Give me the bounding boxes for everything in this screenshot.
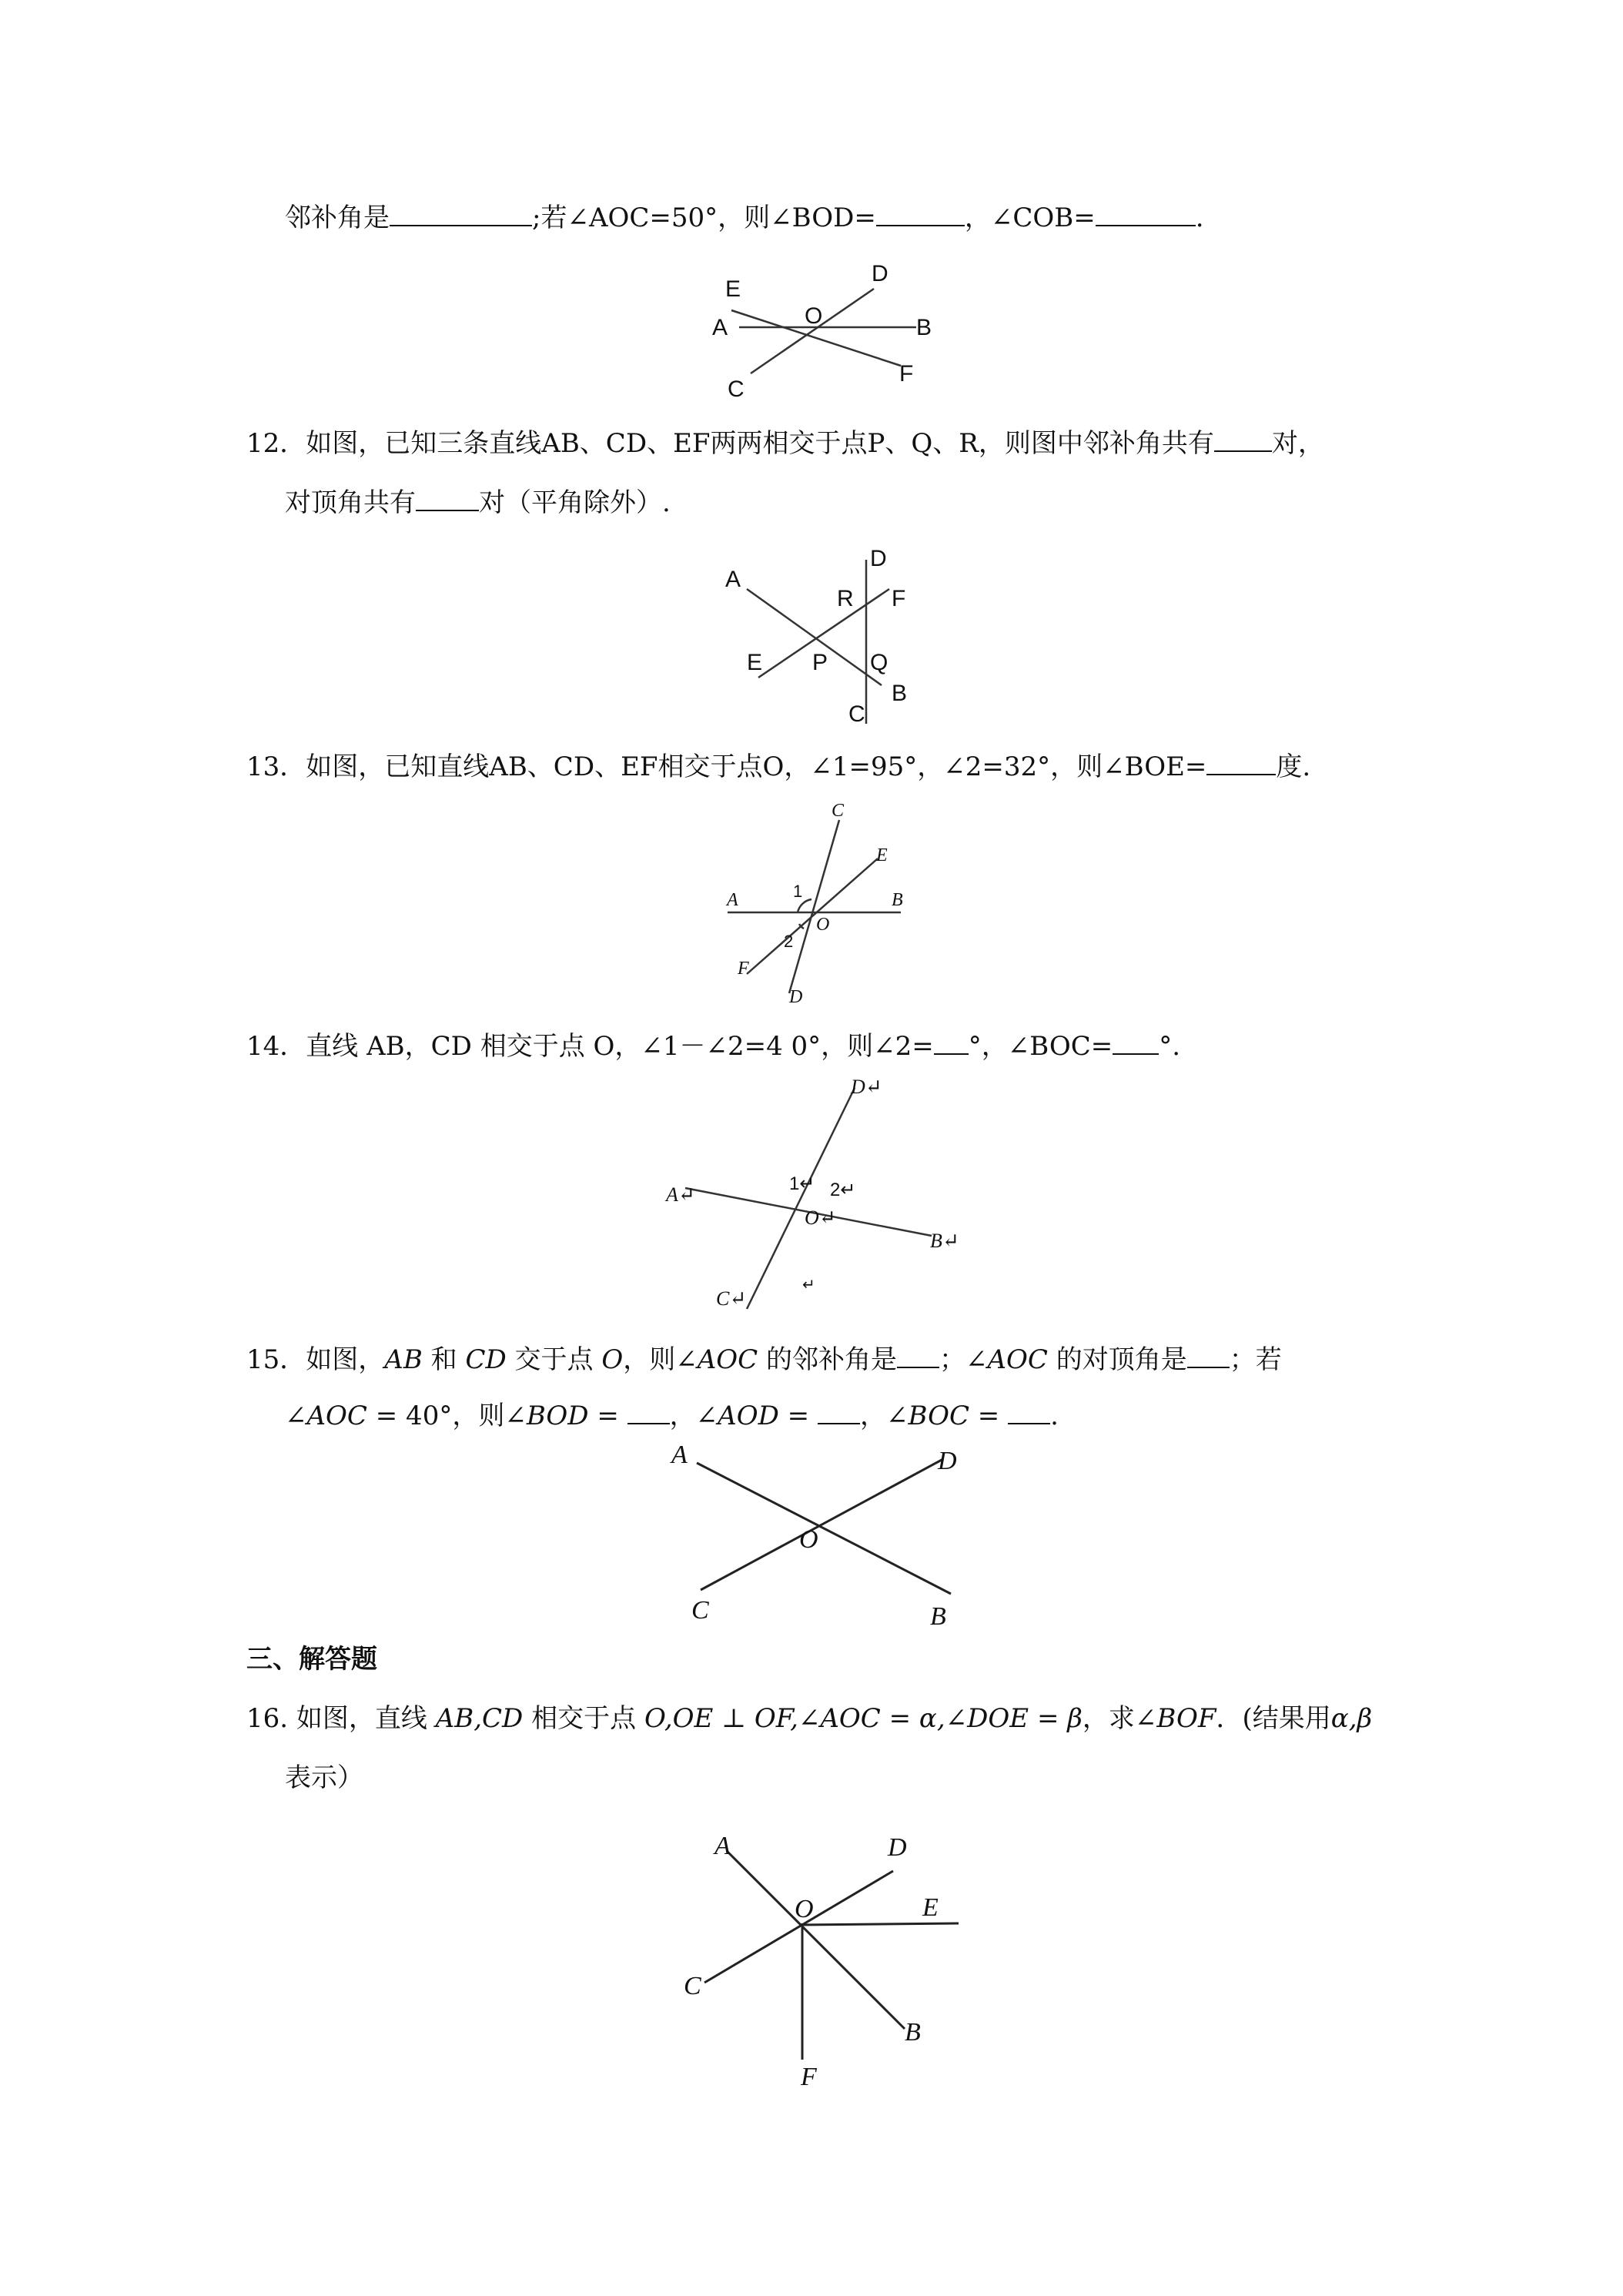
label-B: B — [905, 2018, 921, 2047]
angle-1-arc — [798, 899, 812, 912]
label-A: A — [671, 1441, 688, 1469]
label-O: O — [816, 915, 830, 935]
section-heading: 三、解答题 — [246, 1644, 377, 1675]
answer-blank[interactable] — [1096, 202, 1196, 226]
q11-figure — [693, 258, 955, 404]
label-C: C — [832, 801, 845, 821]
stray-mark: ↵ — [802, 1277, 815, 1294]
label-2: 2 — [784, 932, 794, 951]
label-O: O — [795, 1895, 814, 1923]
q15-figure — [662, 1440, 986, 1632]
answer-blank[interactable] — [1187, 1344, 1230, 1368]
label-Q: Q — [870, 650, 888, 675]
q16-line2: 表示） — [285, 1762, 363, 1793]
label-A: A — [725, 567, 741, 592]
q14-figure — [662, 1074, 970, 1320]
label-C: C — [684, 1972, 701, 2000]
label-E: E — [747, 650, 763, 675]
label-C: C — [848, 701, 865, 727]
q13-figure — [716, 801, 916, 1005]
label-D: D — [888, 1833, 907, 1862]
label-D: D↵ — [851, 1076, 882, 1098]
label-C: C — [691, 1596, 709, 1625]
label-E: E — [876, 845, 888, 865]
label-1: 1↵ — [789, 1173, 815, 1194]
ray-OE — [801, 1923, 959, 1925]
answer-blank[interactable] — [818, 1400, 860, 1424]
label-E: E — [922, 1893, 939, 1922]
label-2: 2↵ — [830, 1180, 856, 1200]
answer-blank[interactable] — [1113, 1030, 1159, 1055]
label-O: O — [805, 303, 823, 329]
line-AB — [728, 1852, 905, 2029]
label-D: D — [872, 261, 888, 286]
q14-line: 14．直线 AB，CD 相交于点 O，∠1－∠2=4 0°，则∠2= °，∠BOC= °. — [246, 1031, 1181, 1062]
q15-line2: ∠AOC = 40°，则∠BOD = ，∠AOD = ，∠BOC = . — [285, 1401, 1059, 1431]
q13-line: 13．如图，已知直线AB、CD、EF相交于点O，∠1=95°，∠2=32°，则∠BOE= 度. — [246, 751, 1311, 782]
q12-figure — [716, 543, 932, 731]
label-F: F — [892, 586, 906, 611]
q12-line2: 对顶角共有 对（平角除外）. — [285, 487, 671, 518]
answer-blank[interactable] — [934, 1030, 969, 1055]
label-R: R — [837, 586, 854, 611]
q12-line1: 12．如图，已知三条直线AB、CD、EF两两相交于点P、Q、R，则图中邻补角共有 对， — [246, 428, 1324, 459]
label-B: B — [892, 890, 903, 910]
answer-blank[interactable] — [390, 202, 532, 226]
line-CD — [789, 820, 839, 993]
line-AB — [697, 1463, 951, 1594]
label-D: D — [938, 1447, 957, 1475]
label-D: D — [870, 546, 887, 571]
label-A: A — [714, 1832, 731, 1860]
label-C: C — [728, 377, 745, 402]
answer-blank[interactable] — [627, 1400, 670, 1424]
answer-blank[interactable] — [876, 202, 965, 226]
label-A: A↵ — [666, 1183, 695, 1206]
label-C: C↵ — [716, 1287, 747, 1310]
label-B: B — [916, 315, 932, 340]
label-B: B↵ — [930, 1230, 959, 1252]
answer-blank[interactable] — [1206, 751, 1276, 775]
q15-line1: 15．如图，AB 和 CD 交于点 O，则∠AOC 的邻补角是 ；∠AOC 的对顶角是 ；若 — [246, 1344, 1282, 1375]
label-F: F — [738, 959, 749, 979]
label-B: B — [892, 681, 908, 706]
label-F: F — [801, 2063, 817, 2087]
label-1: 1 — [793, 882, 803, 901]
label-O: O↵ — [805, 1207, 836, 1229]
label-A: A — [712, 315, 728, 340]
label-B: B — [930, 1602, 946, 1631]
line-EF — [747, 858, 878, 974]
q16-line1: 16. 如图，直线 AB,CD 相交于点 O,OE ⊥ OF,∠AOC = α,∠DOE = β，求∠BOF．(结果用α,β — [246, 1703, 1373, 1734]
label-F: F — [899, 361, 914, 387]
line-CD — [704, 1871, 893, 1983]
label-O: O — [799, 1525, 818, 1554]
label-E: E — [725, 276, 741, 302]
answer-blank[interactable] — [416, 487, 479, 511]
label-A: A — [727, 890, 738, 910]
answer-blank[interactable] — [1008, 1400, 1050, 1424]
q16-figure — [670, 1832, 978, 2087]
answer-blank[interactable] — [1214, 427, 1272, 452]
answer-blank[interactable] — [897, 1344, 939, 1368]
label-P: P — [812, 650, 828, 675]
label-D: D — [789, 987, 803, 1005]
line-CD — [751, 289, 874, 373]
q11-line: 邻补角是 ;若∠AOC=50°，则∠BOD= ，∠COB= . — [285, 202, 1204, 233]
